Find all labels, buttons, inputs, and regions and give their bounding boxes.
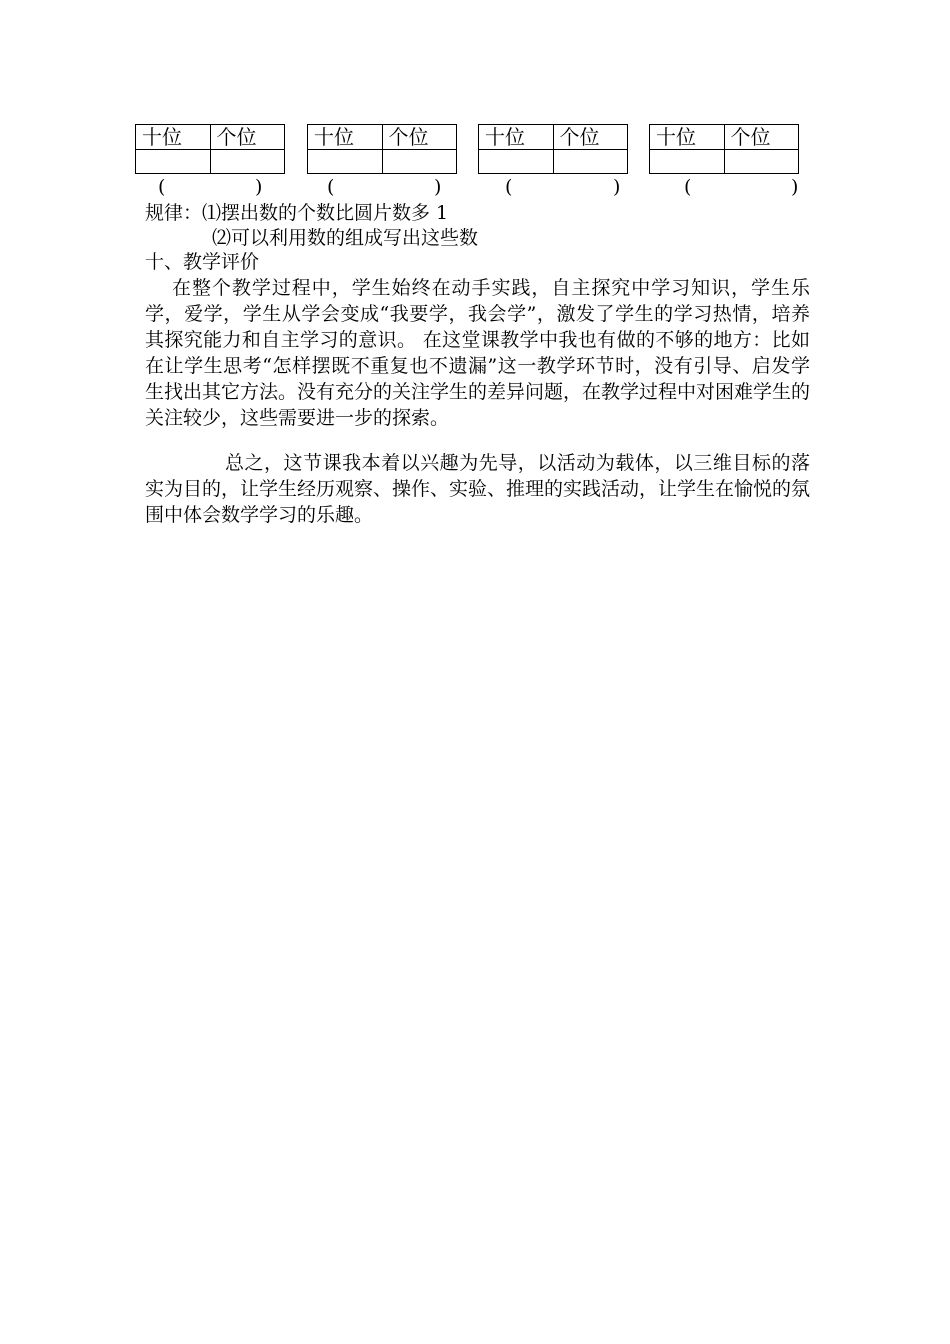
ones-cell <box>553 150 628 174</box>
rule-line-2: ⑵可以利用数的组成写出这些数 <box>212 227 479 249</box>
place-value-table-4 <box>649 124 799 174</box>
ones-header: 个位 <box>210 125 285 150</box>
ones-cell <box>210 150 285 174</box>
ones-header: 个位 <box>382 125 457 150</box>
tens-header: 十位 <box>136 125 211 150</box>
ones-cell <box>724 150 799 174</box>
place-value-table-1 <box>135 124 285 174</box>
ones-header: 个位 <box>724 125 799 150</box>
tens-header: 十位 <box>479 125 554 150</box>
answer-close-paren-3: ) <box>613 176 621 198</box>
section-heading: 十、教学评价 <box>145 251 260 273</box>
answer-open-paren-4: ( <box>684 176 692 198</box>
evaluation-paragraph-1: 在整个教学过程中，学生始终在动手实践，自主探究中学习知识，学生乐学，爱学，学生从学会变成“我要学，我会学”，激发了学生的学习热情，培养其探究能力和自主学习的意识。 在这堂课教学中我也有做的不够的地方：比如在让学生思考“怎样摆既不重复也不遗漏”这一教学环节时，没有引导、启发学生找出其它方法。没有充分的关注学生的差异问题，在教学过程中对困难学生的关注较少，这些需要进一步的探索。 <box>145 277 811 429</box>
answer-close-paren-1: ) <box>255 176 263 198</box>
ones-cell <box>382 150 457 174</box>
tens-header: 十位 <box>650 125 725 150</box>
answer-open-paren-2: ( <box>327 176 335 198</box>
answer-close-paren-4: ) <box>791 176 799 198</box>
tens-header: 十位 <box>308 125 383 150</box>
answer-open-paren-1: ( <box>158 176 166 198</box>
tens-cell <box>136 150 211 174</box>
rule-line-1: 规律：⑴摆出数的个数比圆片数多 1 <box>145 202 449 224</box>
tens-cell <box>650 150 725 174</box>
answer-close-paren-2: ) <box>434 176 442 198</box>
evaluation-paragraph-2: 总之，这节课我本着以兴趣为先导，以活动为载体，以三维目标的落实为目的，让学生经历观察、操作、实验、推理的实践活动，让学生在愉悦的氛围中体会数学学习的乐趣。 <box>145 452 811 526</box>
place-value-table-2 <box>307 124 457 174</box>
tens-cell <box>308 150 383 174</box>
tens-cell <box>479 150 554 174</box>
ones-header: 个位 <box>553 125 628 150</box>
place-value-table-3 <box>478 124 628 174</box>
answer-open-paren-3: ( <box>505 176 513 198</box>
